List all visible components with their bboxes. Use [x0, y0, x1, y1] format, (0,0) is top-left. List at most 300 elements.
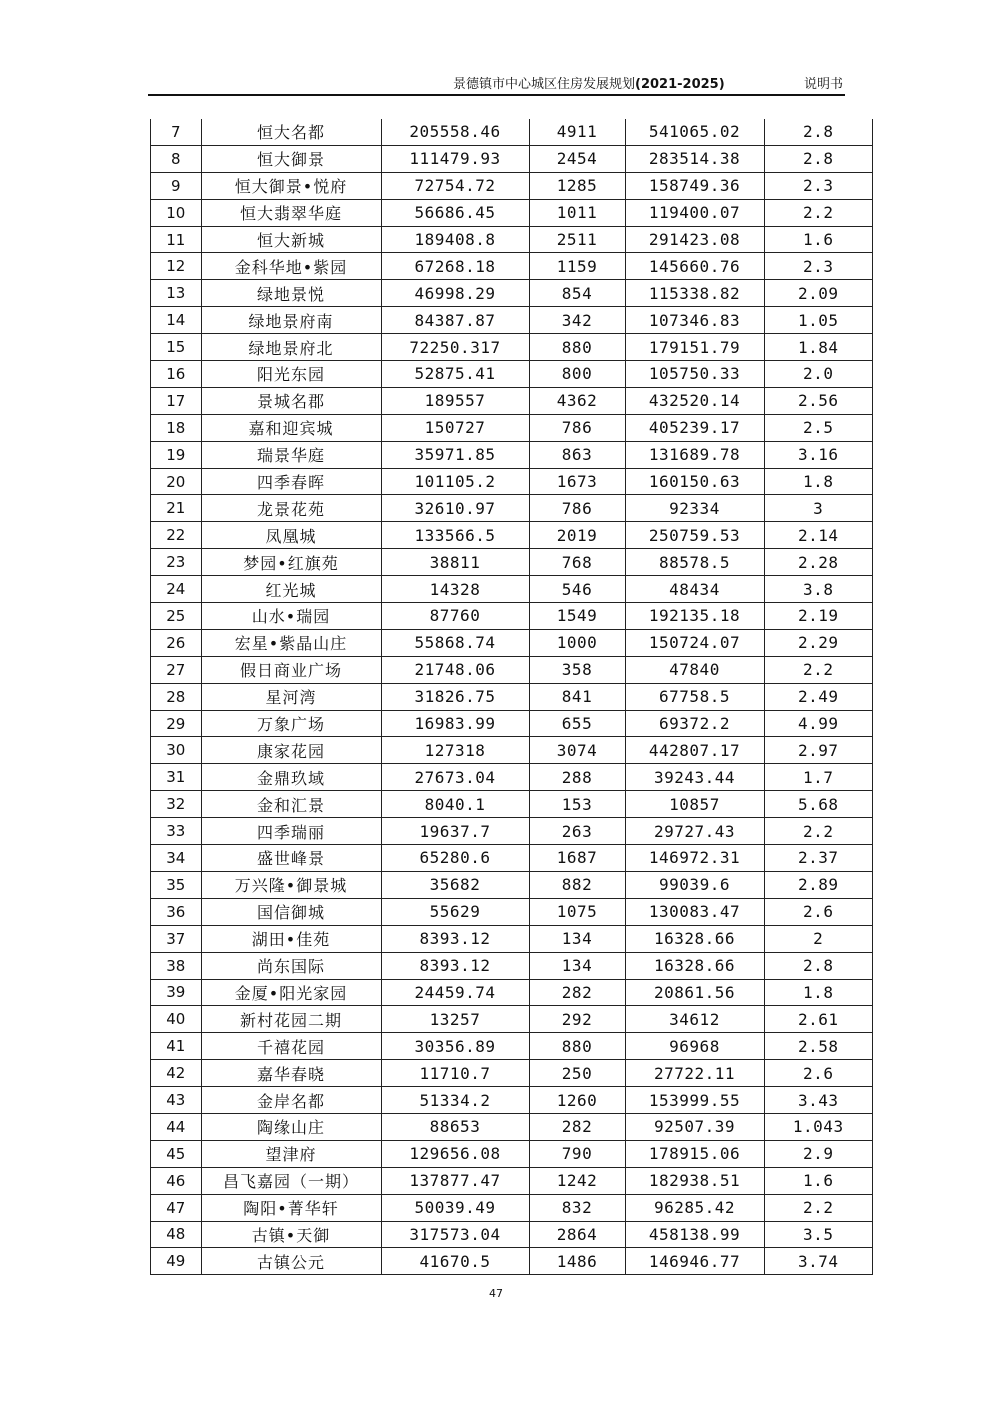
cell-row-index: 19 — [151, 441, 201, 468]
cell-plot-ratio: 2.9 — [764, 1140, 872, 1167]
cell-project-name: 恒大新城 — [201, 226, 381, 253]
cell-building-area: 119400.07 — [625, 199, 764, 226]
table-row — [151, 441, 872, 468]
cell-unit-count: 800 — [529, 361, 625, 388]
cell-row-index: 23 — [151, 549, 201, 576]
table-row — [151, 871, 872, 898]
table-row — [151, 656, 872, 683]
cell-building-area: 99039.6 — [625, 871, 764, 898]
cell-land-area: 51334.2 — [381, 1087, 529, 1114]
cell-building-area: 291423.08 — [625, 226, 764, 253]
cell-unit-count: 4911 — [529, 119, 625, 145]
table-row — [151, 1194, 872, 1221]
cell-plot-ratio: 2 — [764, 925, 872, 952]
cell-land-area: 205558.46 — [381, 119, 529, 145]
cell-project-name: 恒大翡翠华庭 — [201, 199, 381, 226]
cell-land-area: 35971.85 — [381, 441, 529, 468]
cell-building-area: 250759.53 — [625, 522, 764, 549]
table-row — [151, 898, 872, 925]
cell-building-area: 432520.14 — [625, 387, 764, 414]
cell-land-area: 21748.06 — [381, 656, 529, 683]
cell-land-area: 55868.74 — [381, 629, 529, 656]
cell-plot-ratio: 2.14 — [764, 522, 872, 549]
cell-building-area: 16328.66 — [625, 925, 764, 952]
cell-unit-count: 1011 — [529, 199, 625, 226]
cell-project-name: 绿地景府北 — [201, 334, 381, 361]
cell-unit-count: 2019 — [529, 522, 625, 549]
cell-row-index: 17 — [151, 387, 201, 414]
cell-project-name: 红光城 — [201, 576, 381, 603]
cell-land-area: 129656.08 — [381, 1140, 529, 1167]
cell-unit-count: 1673 — [529, 468, 625, 495]
document-title: 景德镇市中心城区住房发展规划(2021-2025) — [453, 77, 725, 92]
cell-plot-ratio: 4.99 — [764, 710, 872, 737]
cell-row-index: 8 — [151, 145, 201, 172]
table-body — [151, 119, 872, 1274]
cell-project-name: 湖田•佳苑 — [201, 925, 381, 952]
cell-unit-count: 880 — [529, 334, 625, 361]
document-type-label: 说明书 — [803, 77, 843, 92]
cell-row-index: 31 — [151, 764, 201, 791]
cell-row-index: 25 — [151, 603, 201, 630]
cell-project-name: 景城名郡 — [201, 387, 381, 414]
cell-plot-ratio: 1.6 — [764, 226, 872, 253]
cell-land-area: 101105.2 — [381, 468, 529, 495]
cell-land-area: 32610.97 — [381, 495, 529, 522]
cell-unit-count: 854 — [529, 280, 625, 307]
table-row — [151, 952, 872, 979]
cell-unit-count: 790 — [529, 1140, 625, 1167]
cell-building-area: 130083.47 — [625, 898, 764, 925]
cell-plot-ratio: 2.37 — [764, 845, 872, 872]
cell-unit-count: 282 — [529, 1113, 625, 1140]
cell-plot-ratio: 2.58 — [764, 1033, 872, 1060]
table-row — [151, 226, 872, 253]
cell-unit-count: 282 — [529, 979, 625, 1006]
cell-unit-count: 134 — [529, 925, 625, 952]
cell-building-area: 27722.11 — [625, 1060, 764, 1087]
cell-unit-count: 1159 — [529, 253, 625, 280]
cell-row-index: 11 — [151, 226, 201, 253]
cell-building-area: 283514.38 — [625, 145, 764, 172]
cell-plot-ratio: 1.7 — [764, 764, 872, 791]
table-row — [151, 764, 872, 791]
cell-building-area: 29727.43 — [625, 818, 764, 845]
table-row — [151, 925, 872, 952]
cell-plot-ratio: 2.6 — [764, 898, 872, 925]
cell-building-area: 146972.31 — [625, 845, 764, 872]
cell-project-name: 瑞景华庭 — [201, 441, 381, 468]
table-row — [151, 683, 872, 710]
table-row — [151, 253, 872, 280]
cell-plot-ratio: 3.43 — [764, 1087, 872, 1114]
cell-row-index: 30 — [151, 737, 201, 764]
cell-land-area: 317573.04 — [381, 1221, 529, 1248]
cell-unit-count: 880 — [529, 1033, 625, 1060]
cell-project-name: 古镇•天御 — [201, 1221, 381, 1248]
cell-plot-ratio: 2.2 — [764, 656, 872, 683]
table-row — [151, 629, 872, 656]
cell-unit-count: 1486 — [529, 1248, 625, 1274]
cell-project-name: 金岸名都 — [201, 1087, 381, 1114]
cell-project-name: 昌飞嘉园（一期） — [201, 1167, 381, 1194]
cell-unit-count: 841 — [529, 683, 625, 710]
table-row — [151, 1248, 872, 1274]
cell-land-area: 52875.41 — [381, 361, 529, 388]
cell-plot-ratio: 2.97 — [764, 737, 872, 764]
cell-land-area: 13257 — [381, 1006, 529, 1033]
cell-plot-ratio: 2.8 — [803, 122, 834, 142]
cell-row-index: 22 — [151, 522, 201, 549]
cell-row-index: 44 — [151, 1113, 201, 1140]
cell-plot-ratio: 2.2 — [764, 1194, 872, 1221]
cell-project-name: 嘉和迎宾城 — [201, 414, 381, 441]
table-row — [151, 495, 872, 522]
cell-row-index: 15 — [151, 334, 201, 361]
cell-row-index: 35 — [151, 871, 201, 898]
cell-row-index: 18 — [151, 414, 201, 441]
cell-building-area: 442807.17 — [625, 737, 764, 764]
cell-row-index: 40 — [151, 1006, 201, 1033]
table-row — [151, 1221, 872, 1248]
table-row — [151, 199, 872, 226]
cell-land-area: 24459.74 — [381, 979, 529, 1006]
cell-unit-count: 882 — [529, 871, 625, 898]
cell-project-name: 宏星•紫晶山庄 — [201, 629, 381, 656]
cell-row-index: 12 — [151, 253, 201, 280]
table-row — [151, 576, 872, 603]
cell-land-area: 8393.12 — [381, 952, 529, 979]
cell-land-area: 72754.72 — [381, 172, 529, 199]
cell-unit-count: 768 — [529, 549, 625, 576]
cell-land-area: 27673.04 — [381, 764, 529, 791]
cell-land-area: 111479.93 — [381, 145, 529, 172]
cell-building-area: 20861.56 — [625, 979, 764, 1006]
cell-plot-ratio: 2.28 — [764, 549, 872, 576]
cell-building-area: 150724.07 — [625, 629, 764, 656]
cell-project-name: 假日商业广场 — [201, 656, 381, 683]
cell-land-area: 88653 — [381, 1113, 529, 1140]
cell-land-area: 11710.7 — [381, 1060, 529, 1087]
cell-unit-count: 153 — [529, 791, 625, 818]
cell-plot-ratio: 1.043 — [764, 1113, 872, 1140]
cell-land-area: 8393.12 — [381, 925, 529, 952]
cell-project-name: 陶阳•菁华轩 — [201, 1194, 381, 1221]
cell-building-area: 192135.18 — [625, 603, 764, 630]
page-header — [148, 70, 845, 96]
cell-unit-count: 1285 — [529, 172, 625, 199]
cell-building-area: 179151.79 — [625, 334, 764, 361]
cell-project-name: 绿地景府南 — [201, 307, 381, 334]
cell-plot-ratio: 2.3 — [764, 253, 872, 280]
cell-unit-count: 2511 — [529, 226, 625, 253]
cell-project-name: 万象广场 — [201, 710, 381, 737]
cell-project-name: 凤凰城 — [201, 522, 381, 549]
cell-plot-ratio: 2.29 — [764, 629, 872, 656]
cell-plot-ratio: 2.5 — [764, 414, 872, 441]
cell-land-area: 46998.29 — [381, 280, 529, 307]
cell-land-area: 56686.45 — [381, 199, 529, 226]
cell-unit-count: 134 — [529, 952, 625, 979]
cell-project-name: 梦园•红旗苑 — [201, 549, 381, 576]
cell-row-index: 36 — [151, 898, 201, 925]
cell-plot-ratio: 2.6 — [764, 1060, 872, 1087]
cell-project-name: 山水•瑞园 — [201, 603, 381, 630]
cell-project-name: 千禧花园 — [201, 1033, 381, 1060]
cell-building-area: 145660.76 — [625, 253, 764, 280]
cell-unit-count: 2864 — [529, 1221, 625, 1248]
cell-project-name: 阳光东园 — [201, 361, 381, 388]
cell-plot-ratio: 1.8 — [764, 468, 872, 495]
cell-unit-count: 2454 — [529, 145, 625, 172]
table-row — [151, 145, 872, 172]
table-row — [151, 1113, 872, 1140]
table-row — [151, 1060, 872, 1087]
cell-row-index: 32 — [151, 791, 201, 818]
cell-row-index: 14 — [151, 307, 201, 334]
cell-row-index: 45 — [151, 1140, 201, 1167]
page-number: 47 — [489, 1287, 503, 1300]
cell-project-name: 万兴隆•御景城 — [201, 871, 381, 898]
cell-building-area: 92334 — [625, 495, 764, 522]
cell-plot-ratio: 3.5 — [764, 1221, 872, 1248]
cell-unit-count: 1687 — [529, 845, 625, 872]
cell-building-area: 16328.66 — [625, 952, 764, 979]
cell-unit-count: 3074 — [529, 737, 625, 764]
cell-plot-ratio: 3.16 — [764, 441, 872, 468]
cell-plot-ratio: 2.49 — [764, 683, 872, 710]
cell-plot-ratio: 1.8 — [764, 979, 872, 1006]
cell-building-area: 39243.44 — [625, 764, 764, 791]
cell-row-index: 24 — [151, 576, 201, 603]
table-row — [151, 280, 872, 307]
cell-project-name: 嘉华春晓 — [201, 1060, 381, 1087]
cell-row-index: 29 — [151, 710, 201, 737]
cell-plot-ratio: 2.56 — [764, 387, 872, 414]
cell-plot-ratio: 2.09 — [764, 280, 872, 307]
cell-unit-count: 250 — [529, 1060, 625, 1087]
table-row — [151, 522, 872, 549]
table-row — [151, 119, 872, 145]
table-row — [151, 361, 872, 388]
cell-land-area: 35682 — [381, 871, 529, 898]
cell-building-area: 182938.51 — [625, 1167, 764, 1194]
cell-unit-count: 1075 — [529, 898, 625, 925]
cell-land-area: 8040.1 — [381, 791, 529, 818]
cell-building-area: 458138.99 — [625, 1221, 764, 1248]
cell-plot-ratio: 2.0 — [764, 361, 872, 388]
cell-plot-ratio: 2.8 — [764, 145, 872, 172]
cell-building-area: 115338.82 — [625, 280, 764, 307]
cell-row-index: 10 — [151, 199, 201, 226]
cell-project-name: 恒大御景•悦府 — [201, 172, 381, 199]
cell-row-index: 9 — [151, 172, 201, 199]
cell-row-index: 20 — [151, 468, 201, 495]
cell-land-area: 31826.75 — [381, 683, 529, 710]
cell-land-area: 67268.18 — [381, 253, 529, 280]
cell-building-area: 47840 — [625, 656, 764, 683]
table-row — [151, 334, 872, 361]
cell-unit-count: 263 — [529, 818, 625, 845]
cell-row-index: 37 — [151, 925, 201, 952]
cell-plot-ratio: 3.8 — [764, 576, 872, 603]
cell-land-area: 55629 — [381, 898, 529, 925]
cell-row-index: 39 — [151, 979, 201, 1006]
table-row — [151, 1006, 872, 1033]
cell-land-area: 87760 — [381, 603, 529, 630]
housing-projects-table — [150, 119, 873, 1275]
cell-building-area: 88578.5 — [625, 549, 764, 576]
cell-land-area: 38811 — [381, 549, 529, 576]
cell-plot-ratio: 3 — [764, 495, 872, 522]
table-row — [151, 414, 872, 441]
cell-project-name: 星河湾 — [201, 683, 381, 710]
cell-building-area: 146946.77 — [625, 1248, 764, 1274]
cell-unit-count: 1000 — [529, 629, 625, 656]
cell-plot-ratio: 2.19 — [764, 603, 872, 630]
cell-unit-count: 1260 — [529, 1087, 625, 1114]
cell-building-area: 67758.5 — [625, 683, 764, 710]
cell-row-index: 46 — [151, 1167, 201, 1194]
cell-row-index: 47 — [151, 1194, 201, 1221]
cell-project-name: 绿地景悦 — [201, 280, 381, 307]
cell-building-area: 153999.55 — [625, 1087, 764, 1114]
table-row — [151, 172, 872, 199]
cell-unit-count: 786 — [529, 414, 625, 441]
cell-project-name: 四季春晖 — [201, 468, 381, 495]
cell-land-area: 84387.87 — [381, 307, 529, 334]
cell-building-area: 178915.06 — [625, 1140, 764, 1167]
cell-project-name: 金厦•阳光家园 — [201, 979, 381, 1006]
cell-building-area: 48434 — [625, 576, 764, 603]
cell-plot-ratio: 5.68 — [764, 791, 872, 818]
cell-land-area: 14328 — [381, 576, 529, 603]
cell-land-area: 133566.5 — [381, 522, 529, 549]
cell-row-index: 42 — [151, 1060, 201, 1087]
cell-land-area: 19637.7 — [381, 818, 529, 845]
table-row — [151, 549, 872, 576]
cell-plot-ratio: 1.05 — [764, 307, 872, 334]
cell-project-name: 金和汇景 — [201, 791, 381, 818]
cell-row-index: 21 — [151, 495, 201, 522]
cell-row-index: 49 — [151, 1248, 201, 1274]
cell-land-area: 72250.317 — [381, 334, 529, 361]
table-row — [151, 818, 872, 845]
cell-building-area: 105750.33 — [625, 361, 764, 388]
cell-plot-ratio: 1.6 — [764, 1167, 872, 1194]
cell-project-name: 四季瑞丽 — [201, 818, 381, 845]
cell-building-area: 69372.2 — [625, 710, 764, 737]
cell-land-area: 127318 — [381, 737, 529, 764]
cell-plot-ratio: 2.2 — [764, 818, 872, 845]
cell-land-area: 30356.89 — [381, 1033, 529, 1060]
cell-unit-count: 863 — [529, 441, 625, 468]
cell-land-area: 50039.49 — [381, 1194, 529, 1221]
cell-unit-count: 342 — [529, 307, 625, 334]
cell-plot-ratio: 2.61 — [764, 1006, 872, 1033]
cell-project-name: 恒大名都 — [201, 119, 381, 145]
cell-project-name: 恒大御景 — [201, 145, 381, 172]
cell-project-name: 金鼎玖域 — [201, 764, 381, 791]
cell-row-index: 16 — [151, 361, 201, 388]
table-row — [151, 387, 872, 414]
table-row — [151, 468, 872, 495]
table-row — [151, 1087, 872, 1114]
cell-unit-count: 358 — [529, 656, 625, 683]
cell-plot-ratio: 2.89 — [764, 871, 872, 898]
cell-building-area: 96968 — [625, 1033, 764, 1060]
cell-row-index: 7 — [151, 119, 201, 145]
table-row — [151, 791, 872, 818]
cell-land-area: 189557 — [381, 387, 529, 414]
cell-building-area: 34612 — [625, 1006, 764, 1033]
cell-plot-ratio: 2.8 — [764, 952, 872, 979]
table-row — [151, 737, 872, 764]
cell-project-name: 康家花园 — [201, 737, 381, 764]
cell-building-area: 10857 — [625, 791, 764, 818]
cell-project-name: 陶缘山庄 — [201, 1113, 381, 1140]
cell-row-index: 41 — [151, 1033, 201, 1060]
cell-unit-count: 1242 — [529, 1167, 625, 1194]
cell-land-area: 41670.5 — [381, 1248, 529, 1274]
cell-building-area: 92507.39 — [625, 1113, 764, 1140]
table-row — [151, 307, 872, 334]
cell-row-index: 33 — [151, 818, 201, 845]
cell-unit-count: 832 — [529, 1194, 625, 1221]
cell-plot-ratio: 2.2 — [764, 199, 872, 226]
table-row — [151, 1167, 872, 1194]
cell-project-name: 尚东国际 — [201, 952, 381, 979]
table-row — [151, 979, 872, 1006]
cell-building-area: 160150.63 — [625, 468, 764, 495]
table-row — [151, 1033, 872, 1060]
cell-building-area: 541065.02 — [625, 119, 764, 145]
cell-row-index: 48 — [151, 1221, 201, 1248]
cell-plot-ratio: 2.3 — [764, 172, 872, 199]
cell-building-area: 131689.78 — [625, 441, 764, 468]
cell-project-name: 古镇公元 — [201, 1248, 381, 1274]
cell-land-area: 137877.47 — [381, 1167, 529, 1194]
cell-building-area: 96285.42 — [625, 1194, 764, 1221]
cell-unit-count: 288 — [529, 764, 625, 791]
table-row — [151, 845, 872, 872]
cell-land-area: 150727 — [381, 414, 529, 441]
cell-unit-count: 4362 — [529, 387, 625, 414]
cell-land-area: 16983.99 — [381, 710, 529, 737]
cell-unit-count: 1549 — [529, 603, 625, 630]
cell-project-name: 新村花园二期 — [201, 1006, 381, 1033]
cell-land-area: 189408.8 — [381, 226, 529, 253]
cell-unit-count: 546 — [529, 576, 625, 603]
table-row — [151, 603, 872, 630]
cell-plot-ratio: 3.74 — [764, 1248, 872, 1274]
cell-land-area: 65280.6 — [381, 845, 529, 872]
cell-project-name: 金科华地•紫园 — [201, 253, 381, 280]
cell-row-index: 34 — [151, 845, 201, 872]
cell-building-area: 405239.17 — [625, 414, 764, 441]
cell-row-index: 27 — [151, 656, 201, 683]
cell-unit-count: 655 — [529, 710, 625, 737]
cell-project-name: 龙景花苑 — [201, 495, 381, 522]
table-row — [151, 1140, 872, 1167]
cell-project-name: 国信御城 — [201, 898, 381, 925]
table-row — [151, 710, 872, 737]
cell-project-name: 望津府 — [201, 1140, 381, 1167]
cell-project-name: 盛世峰景 — [201, 845, 381, 872]
cell-row-index: 28 — [151, 683, 201, 710]
cell-unit-count: 786 — [529, 495, 625, 522]
cell-row-index: 43 — [151, 1087, 201, 1114]
